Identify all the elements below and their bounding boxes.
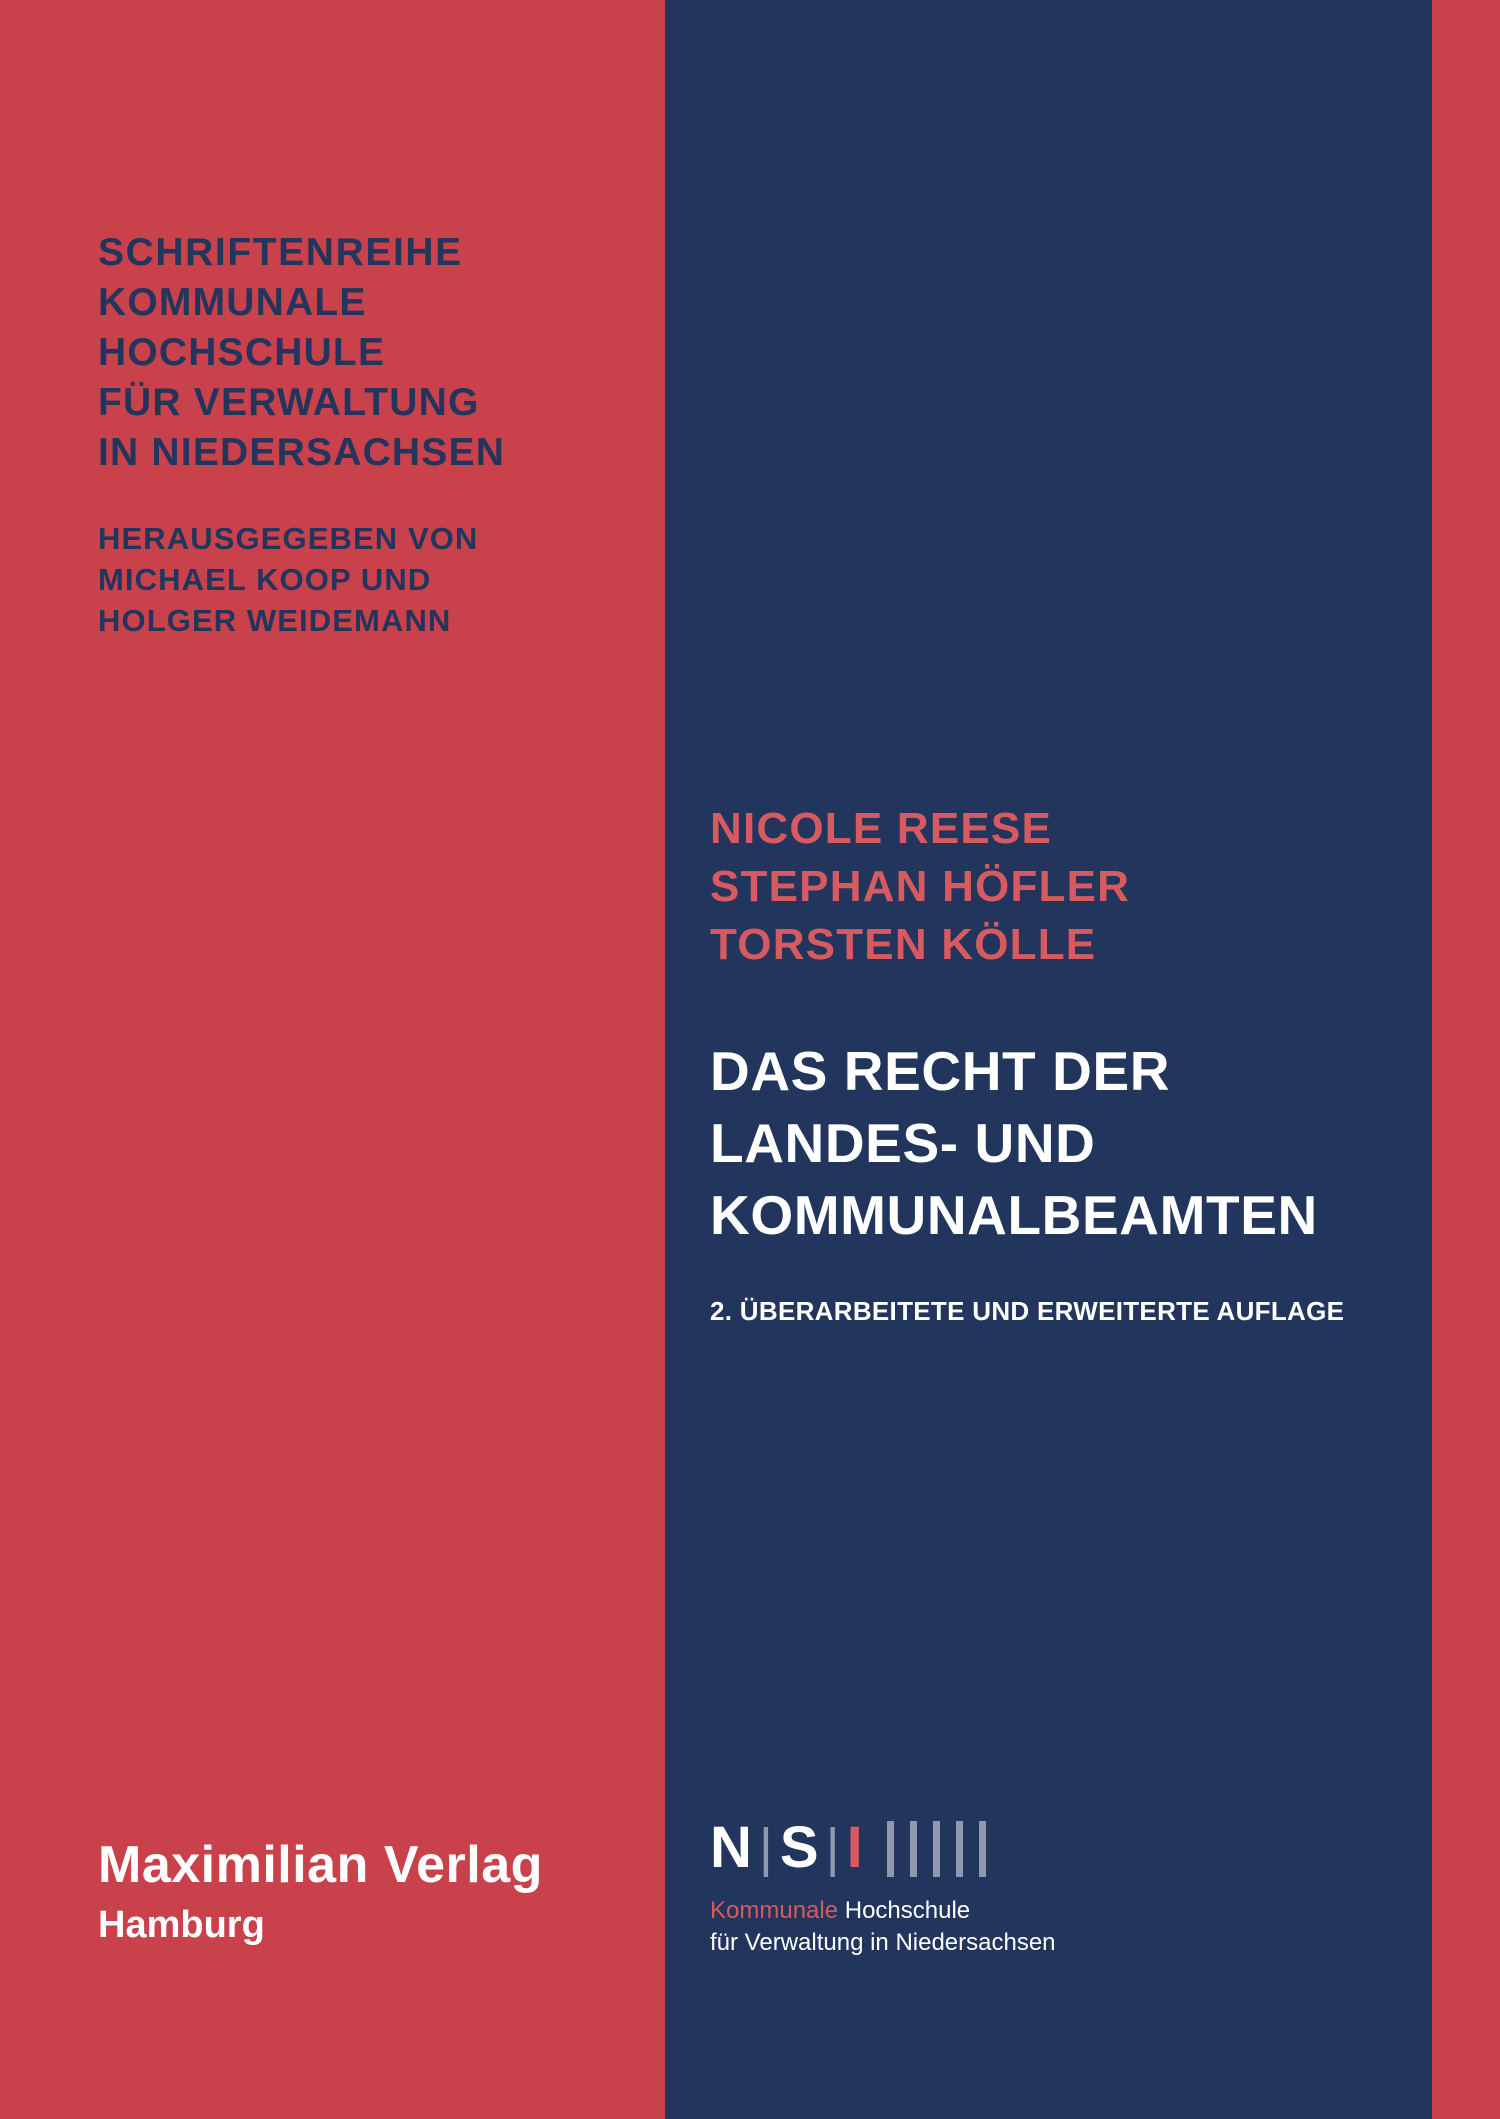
nsi-subtitle-accent: Kommunale bbox=[710, 1897, 845, 1924]
nsi-bar-2 bbox=[910, 1821, 917, 1877]
editors-line-1: HERAUSGEGEBEN VON bbox=[98, 521, 479, 556]
title-line-3: KOMMUNALBEAMTEN bbox=[710, 1184, 1318, 1246]
nsi-bar-3 bbox=[933, 1821, 940, 1877]
page-title bbox=[710, 1035, 1430, 1251]
nsi-wordmark bbox=[710, 1815, 865, 1880]
nsi-bar-1 bbox=[887, 1821, 894, 1877]
nsi-letter-n: N bbox=[710, 1815, 754, 1880]
nsi-subtitle-rest: Hochschule bbox=[844, 1897, 971, 1924]
nsi-separator-2: | bbox=[825, 1818, 842, 1878]
nsi-letter-s: S bbox=[779, 1815, 821, 1880]
nsi-subtitle-line-1 bbox=[710, 1895, 1410, 1927]
nsi-logo bbox=[710, 1815, 1410, 1959]
publisher bbox=[98, 1835, 638, 1951]
series-line-2: KOMMUNALE bbox=[98, 281, 367, 324]
title-line-1: DAS RECHT DER bbox=[710, 1040, 1171, 1102]
nsi-separator-1: | bbox=[758, 1818, 775, 1878]
series-title bbox=[98, 228, 618, 478]
authors bbox=[710, 800, 1410, 974]
author-line-3: TORSTEN KÖLLE bbox=[710, 920, 1097, 969]
nsi-logo-mark bbox=[710, 1815, 1410, 1880]
editors bbox=[98, 518, 618, 641]
series-line-3: HOCHSCHULE bbox=[98, 331, 386, 374]
editors-line-2: MICHAEL KOOP UND bbox=[98, 562, 432, 597]
publisher-city: Hamburg bbox=[98, 1904, 265, 1946]
nsi-bar-4 bbox=[956, 1821, 963, 1877]
publisher-name: Maximilian Verlag bbox=[98, 1836, 543, 1894]
title-line-2: LANDES- UND bbox=[710, 1112, 1096, 1174]
nsi-bars-icon bbox=[887, 1819, 1002, 1877]
author-line-2: STEPHAN HÖFLER bbox=[710, 862, 1131, 911]
series-line-4: FÜR VERWALTUNG bbox=[98, 381, 480, 424]
editors-line-3: HOLGER WEIDEMANN bbox=[98, 603, 452, 638]
nsi-bar-5 bbox=[979, 1821, 986, 1877]
author-line-1: NICOLE REESE bbox=[710, 804, 1053, 853]
series-line-1: SCHRIFTENREIHE bbox=[98, 231, 463, 274]
series-line-5: IN NIEDERSACHSEN bbox=[98, 431, 506, 474]
nsi-subtitle-line-2: für Verwaltung in Niedersachsen bbox=[710, 1929, 1056, 1956]
nsi-logo-subtitle bbox=[710, 1895, 1410, 1959]
nsi-letter-i: I bbox=[846, 1815, 865, 1880]
edition-statement: 2. ÜBERARBEITETE UND ERWEITERTE AUFLAGE bbox=[710, 1296, 1345, 1326]
